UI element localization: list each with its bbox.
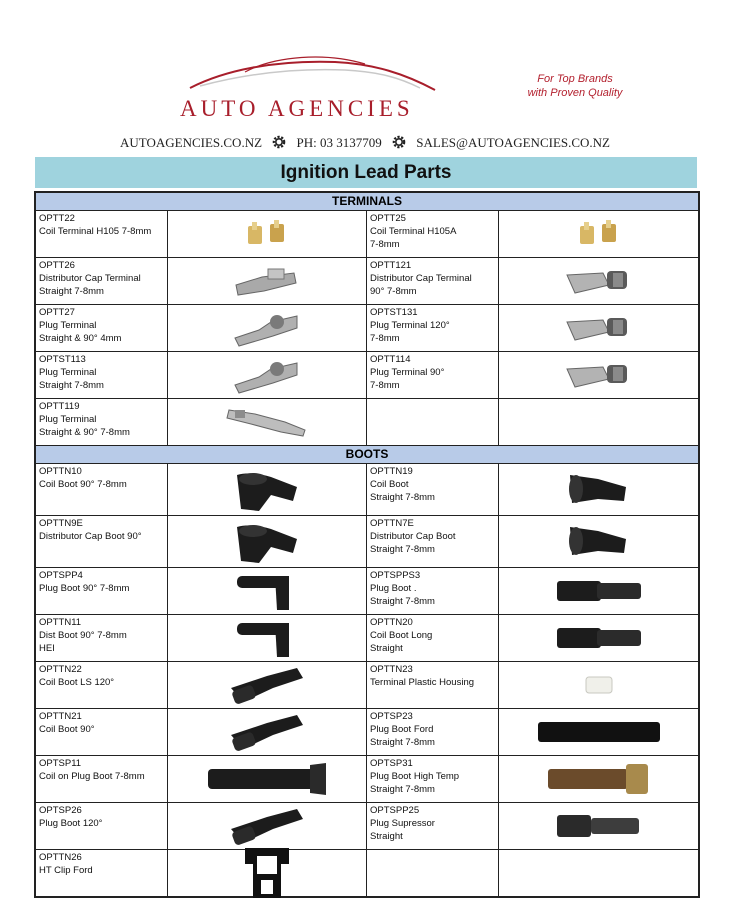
part-image-cell bbox=[168, 399, 367, 445]
part-image-cell bbox=[499, 352, 698, 398]
part-desc-line: Straight 7-8mm bbox=[370, 596, 435, 607]
brass-terminal-icon bbox=[576, 220, 622, 248]
part-code: OPTSP23 bbox=[370, 711, 413, 722]
part-code: OPTT26 bbox=[39, 260, 75, 271]
part-image-cell bbox=[499, 305, 698, 351]
part-desc-line: Dist Boot 90° 7-8mm bbox=[39, 630, 127, 641]
table-row bbox=[36, 464, 698, 516]
part-image-cell bbox=[168, 756, 367, 802]
part-desc-line: HT Clip Ford bbox=[39, 865, 93, 876]
part-code: OPTT114 bbox=[370, 354, 411, 365]
part-desc-line: Straight 7-8mm bbox=[370, 492, 435, 503]
part-code: OPTTN19 bbox=[370, 466, 413, 477]
part-image-cell bbox=[499, 709, 698, 755]
boot-120-icon bbox=[227, 709, 307, 755]
angled-terminal-icon bbox=[563, 310, 635, 346]
table-row bbox=[36, 803, 698, 850]
part-desc-line: Coil Terminal H105A bbox=[370, 226, 457, 237]
boot-90-long-icon bbox=[231, 568, 303, 614]
part-description bbox=[367, 516, 499, 567]
part-desc-line: 7-8mm bbox=[370, 239, 400, 250]
gear-icon bbox=[391, 134, 407, 150]
part-description bbox=[367, 399, 499, 445]
tagline-line-1: For Top Brands bbox=[537, 73, 613, 85]
ht-clip-icon bbox=[237, 844, 297, 902]
part-code: OPTTN20 bbox=[370, 617, 413, 628]
part-desc-line: Distributor Cap Terminal bbox=[39, 273, 141, 284]
part-code: OPTST131 bbox=[370, 307, 418, 318]
plastic-housing-icon bbox=[582, 672, 616, 698]
part-desc-line: Coil on Plug Boot 7-8mm bbox=[39, 771, 145, 782]
part-image-cell bbox=[499, 803, 698, 849]
part-desc-line: Straight bbox=[370, 831, 403, 842]
header bbox=[0, 0, 730, 155]
part-image-cell bbox=[499, 399, 698, 445]
part-description bbox=[367, 709, 499, 755]
cop-boot-icon bbox=[202, 759, 332, 799]
part-description bbox=[367, 305, 499, 351]
part-desc-line: Coil Boot bbox=[370, 479, 409, 490]
email-link[interactable]: SALES@AUTOAGENCIES.CO.NZ bbox=[416, 135, 611, 150]
contact-line bbox=[0, 134, 730, 151]
part-description bbox=[36, 756, 168, 802]
part-description bbox=[367, 850, 499, 896]
part-code: OPTSPP25 bbox=[370, 805, 420, 816]
table-row bbox=[36, 568, 698, 615]
table-row bbox=[36, 516, 698, 568]
plug-terminal-icon bbox=[231, 308, 303, 348]
part-desc-line: 90° 7-8mm bbox=[370, 286, 417, 297]
part-desc-line: Plug Boot High Temp bbox=[370, 771, 460, 782]
part-desc-line: Coil Boot LS 120° bbox=[39, 677, 115, 688]
boot-straight-tube-icon bbox=[553, 576, 645, 606]
part-desc-line: Coil Boot 90° bbox=[39, 724, 95, 735]
part-image-cell bbox=[168, 568, 367, 614]
part-desc-line: Coil Terminal H105 7-8mm bbox=[39, 226, 152, 237]
part-description bbox=[36, 258, 168, 304]
table-row bbox=[36, 399, 698, 446]
part-desc-line: Straight bbox=[370, 643, 403, 654]
part-code: OPTT25 bbox=[370, 213, 406, 224]
part-desc-line: Plug Boot 120° bbox=[39, 818, 103, 829]
part-image-cell bbox=[168, 352, 367, 398]
table-row bbox=[36, 709, 698, 756]
angled-terminal-icon bbox=[563, 263, 635, 299]
part-desc-line: Straight 7-8mm bbox=[370, 784, 435, 795]
part-image-cell bbox=[168, 258, 367, 304]
part-image-cell bbox=[168, 464, 367, 515]
part-code: OPTSPPS3 bbox=[370, 570, 421, 581]
part-image-cell bbox=[499, 850, 698, 896]
part-code: OPTT121 bbox=[370, 260, 412, 271]
part-desc-line: Plug Boot 90° 7-8mm bbox=[39, 583, 130, 594]
part-desc-line: Straight 7-8mm bbox=[370, 737, 435, 748]
part-description bbox=[36, 516, 168, 567]
part-desc-line: Plug Terminal 120° bbox=[370, 320, 450, 331]
part-code: OPTTN26 bbox=[39, 852, 82, 863]
part-description bbox=[36, 305, 168, 351]
part-image-cell bbox=[499, 568, 698, 614]
part-description bbox=[36, 399, 168, 445]
part-description bbox=[367, 803, 499, 849]
long-terminal-icon bbox=[225, 404, 309, 440]
part-image-cell bbox=[168, 516, 367, 567]
part-code: OPTTN21 bbox=[39, 711, 82, 722]
part-desc-line: Plug Supressor bbox=[370, 818, 435, 829]
part-code: OPTST113 bbox=[39, 354, 86, 365]
part-description bbox=[36, 662, 168, 708]
part-image-cell bbox=[499, 464, 698, 515]
part-image-cell bbox=[168, 662, 367, 708]
part-description bbox=[367, 568, 499, 614]
part-desc-line: 7-8mm bbox=[370, 333, 400, 344]
brand-tagline bbox=[515, 72, 635, 100]
part-description bbox=[36, 211, 168, 257]
boot-90-icon bbox=[231, 519, 303, 565]
part-description bbox=[36, 803, 168, 849]
gear-icon bbox=[271, 134, 287, 150]
part-code: OPTTN11 bbox=[39, 617, 82, 628]
brand-name: AUTO AGENCIES bbox=[180, 96, 414, 121]
table-row bbox=[36, 305, 698, 352]
part-code: OPTTN10 bbox=[39, 466, 82, 477]
part-code: OPTSPP4 bbox=[39, 570, 83, 581]
boot-straight-wide-icon bbox=[564, 469, 634, 511]
part-image-cell bbox=[168, 709, 367, 755]
part-description bbox=[36, 615, 168, 661]
part-code: OPTSP31 bbox=[370, 758, 413, 769]
part-desc-line: Straight 7-8mm bbox=[39, 286, 104, 297]
part-desc-line: Distributor Cap Terminal bbox=[370, 273, 472, 284]
part-desc-line: Straight & 90° 7-8mm bbox=[39, 427, 130, 438]
part-desc-line: Coil Boot 90° 7-8mm bbox=[39, 479, 127, 490]
part-description bbox=[367, 211, 499, 257]
part-desc-line: Plug Terminal bbox=[39, 367, 97, 378]
part-desc-line: Terminal Plastic Housing bbox=[370, 677, 475, 688]
boot-90-long-icon bbox=[231, 615, 303, 661]
part-code: OPTTN7E bbox=[370, 518, 414, 529]
boot-long-tube-icon bbox=[534, 719, 664, 745]
straight-terminal-icon bbox=[232, 263, 302, 299]
part-desc-line: Straight & 90° 4mm bbox=[39, 333, 122, 344]
part-description bbox=[36, 709, 168, 755]
part-description bbox=[367, 756, 499, 802]
part-desc-line: Distributor Cap Boot bbox=[370, 531, 456, 542]
car-swoosh-logo bbox=[185, 48, 445, 96]
table-row bbox=[36, 258, 698, 305]
table-row bbox=[36, 615, 698, 662]
part-code: OPTSP11 bbox=[39, 758, 82, 769]
part-image-cell bbox=[499, 516, 698, 567]
part-description bbox=[367, 662, 499, 708]
part-code: OPTT22 bbox=[39, 213, 75, 224]
part-desc-line: Plug Terminal bbox=[39, 414, 97, 425]
part-description bbox=[36, 352, 168, 398]
part-desc-line: Coil Boot Long bbox=[370, 630, 433, 641]
part-code: OPTTN23 bbox=[370, 664, 413, 675]
part-image-cell bbox=[168, 803, 367, 849]
part-image-cell bbox=[168, 850, 367, 896]
part-desc-line: Plug Terminal bbox=[39, 320, 97, 331]
boot-120-icon bbox=[227, 803, 307, 849]
part-code: OPTT27 bbox=[39, 307, 75, 318]
part-desc-line: Straight 7-8mm bbox=[39, 380, 104, 391]
part-desc-line: Plug Boot Ford bbox=[370, 724, 434, 735]
part-image-cell bbox=[499, 211, 698, 257]
part-image-cell bbox=[499, 615, 698, 661]
part-image-cell bbox=[499, 756, 698, 802]
part-image-cell bbox=[168, 615, 367, 661]
boot-90-icon bbox=[231, 467, 303, 513]
part-code: OPTTN22 bbox=[39, 664, 82, 675]
section-header-terminals: TERMINALS bbox=[36, 193, 698, 211]
tagline-line-2: with Proven Quality bbox=[527, 87, 623, 99]
part-description bbox=[367, 352, 499, 398]
section-header-boots: BOOTS bbox=[36, 446, 698, 464]
part-image-cell bbox=[499, 258, 698, 304]
table-row bbox=[36, 352, 698, 399]
part-description bbox=[36, 850, 168, 896]
part-description bbox=[367, 615, 499, 661]
part-description bbox=[36, 464, 168, 515]
part-code: OPTTN9E bbox=[39, 518, 83, 529]
part-desc-line: Plug Boot . bbox=[370, 583, 417, 594]
part-description bbox=[36, 568, 168, 614]
brass-terminal-icon bbox=[244, 220, 290, 248]
part-desc-line: Distributor Cap Boot 90° bbox=[39, 531, 142, 542]
table-row bbox=[36, 662, 698, 709]
part-image-cell bbox=[168, 211, 367, 257]
website-link[interactable]: AUTOAGENCIES.CO.NZ bbox=[119, 135, 263, 150]
phone-number[interactable]: PH: 03 3137709 bbox=[296, 135, 382, 150]
angled-terminal-icon bbox=[563, 357, 635, 393]
part-desc-line: Plug Terminal 90° bbox=[370, 367, 445, 378]
boot-hightemp-icon bbox=[544, 760, 654, 798]
table-row bbox=[36, 211, 698, 258]
part-image-cell bbox=[168, 305, 367, 351]
plug-terminal-icon bbox=[231, 355, 303, 395]
suppressor-icon bbox=[553, 811, 645, 841]
boot-120-icon bbox=[227, 662, 307, 708]
page-title: Ignition Lead Parts bbox=[35, 157, 697, 188]
table-row bbox=[36, 756, 698, 803]
part-desc-line: HEI bbox=[39, 643, 55, 654]
part-code: OPTT119 bbox=[39, 401, 80, 412]
parts-table bbox=[34, 191, 700, 898]
part-description bbox=[367, 464, 499, 515]
boot-straight-tube-icon bbox=[553, 623, 645, 653]
part-desc-line: 7-8mm bbox=[370, 380, 400, 391]
part-code: OPTSP26 bbox=[39, 805, 82, 816]
boot-straight-wide-icon bbox=[564, 521, 634, 563]
table-row bbox=[36, 850, 698, 896]
part-description bbox=[367, 258, 499, 304]
part-desc-line: Straight 7-8mm bbox=[370, 544, 435, 555]
part-image-cell bbox=[499, 662, 698, 708]
